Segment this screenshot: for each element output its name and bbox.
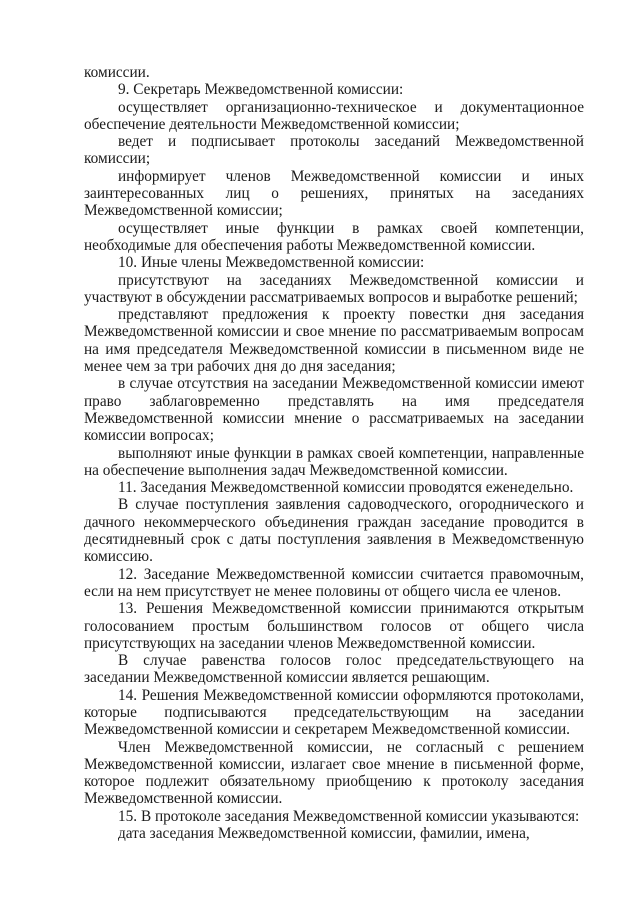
paragraph-12: 11. Заседания Межведомственной комиссии проводятся еженедельно. — [118, 479, 574, 497]
paragraph-7: 10. Иные члены Межведомственной комиссии: — [118, 254, 425, 272]
paragraph-19: 15. В протоколе заседания Межведомственной комиссии указываются: — [118, 807, 580, 825]
paragraph-9: представляют предложения к проекту повестки дня заседания Межведомственной комиссии и свое мнение по рассматриваемым вопросам на имя председателя Межведомственной комиссии в письменном виде не менее чем за три рабочих дня до дня заседания; — [84, 306, 584, 376]
paragraph-4: ведет и подписывает протоколы заседаний Межведомственной комиссии; — [84, 133, 584, 168]
paragraph-5: информирует членов Межведомственной комиссии и иных заинтересованных лиц о решениях, принятых на заседаниях Межведомственной комиссии; — [84, 167, 584, 220]
paragraph-14: 12. Заседание Межведомственной комиссии считается правомочным, если на нем присутствует не менее половины от общего числа ее членов. — [84, 565, 584, 600]
paragraph-2: 9. Секретарь Межведомственной комиссии: — [118, 81, 404, 99]
paragraph-18: Член Межведомственной комиссии, не согласный с решением Межведомственной комиссии, излагает свое мнение в письменной форме, которое подлежит обязательному приобщению к протоколу заседания Межведомственной комиссии. — [84, 738, 584, 808]
paragraph-11: выполняют иные функции в рамках своей компетенции, направленные на обеспечение выполнения задач Межведомственной комиссии. — [84, 444, 584, 479]
paragraph-6: осуществляет иные функции в рамках своей компетенции, необходимые для обеспечения работы Межведомственной комиссии. — [84, 219, 584, 254]
document-body — [84, 64, 584, 842]
paragraph-8: присутствуют на заседаниях Межведомственной комиссии и участвуют в обсуждении рассматриваемых вопросов и выработке решений; — [84, 271, 584, 306]
paragraph-13: В случае поступления заявления садоводческого, огороднического и дачного некоммерческого объединения граждан заседание проводится в десятидневный срок с даты поступления заявления в Межведомственную комиссию. — [84, 496, 584, 566]
paragraph-10: в случае отсутствия на заседании Межведомственной комиссии имеют право заблаговременно представлять на имя председателя Межведомственной комиссии мнение о рассматриваемых на заседании комиссии вопросах; — [84, 375, 584, 445]
paragraph-17: 14. Решения Межведомственной комиссии оформляются протоколами, которые подписываются председательствующим на заседании Межведомственной комиссии и секретарем Межведомственной комиссии. — [84, 686, 584, 739]
paragraph-20: дата заседания Межведомственной комиссии, фамилии, имена, — [118, 825, 530, 843]
paragraph-1: комиссии. — [84, 64, 150, 81]
paragraph-16: В случае равенства голосов голос председательствующего на заседании Межведомственной комиссии является решающим. — [84, 652, 584, 687]
paragraph-15: 13. Решения Межведомственной комиссии принимаются открытым голосованием простым большинством голосов от общего числа присутствующих на заседании членов Межведомственной комиссии. — [84, 600, 584, 652]
paragraph-3: осуществляет организационно-техническое и документационное обеспечение деятельности Межведомственной комиссии; — [84, 98, 584, 133]
